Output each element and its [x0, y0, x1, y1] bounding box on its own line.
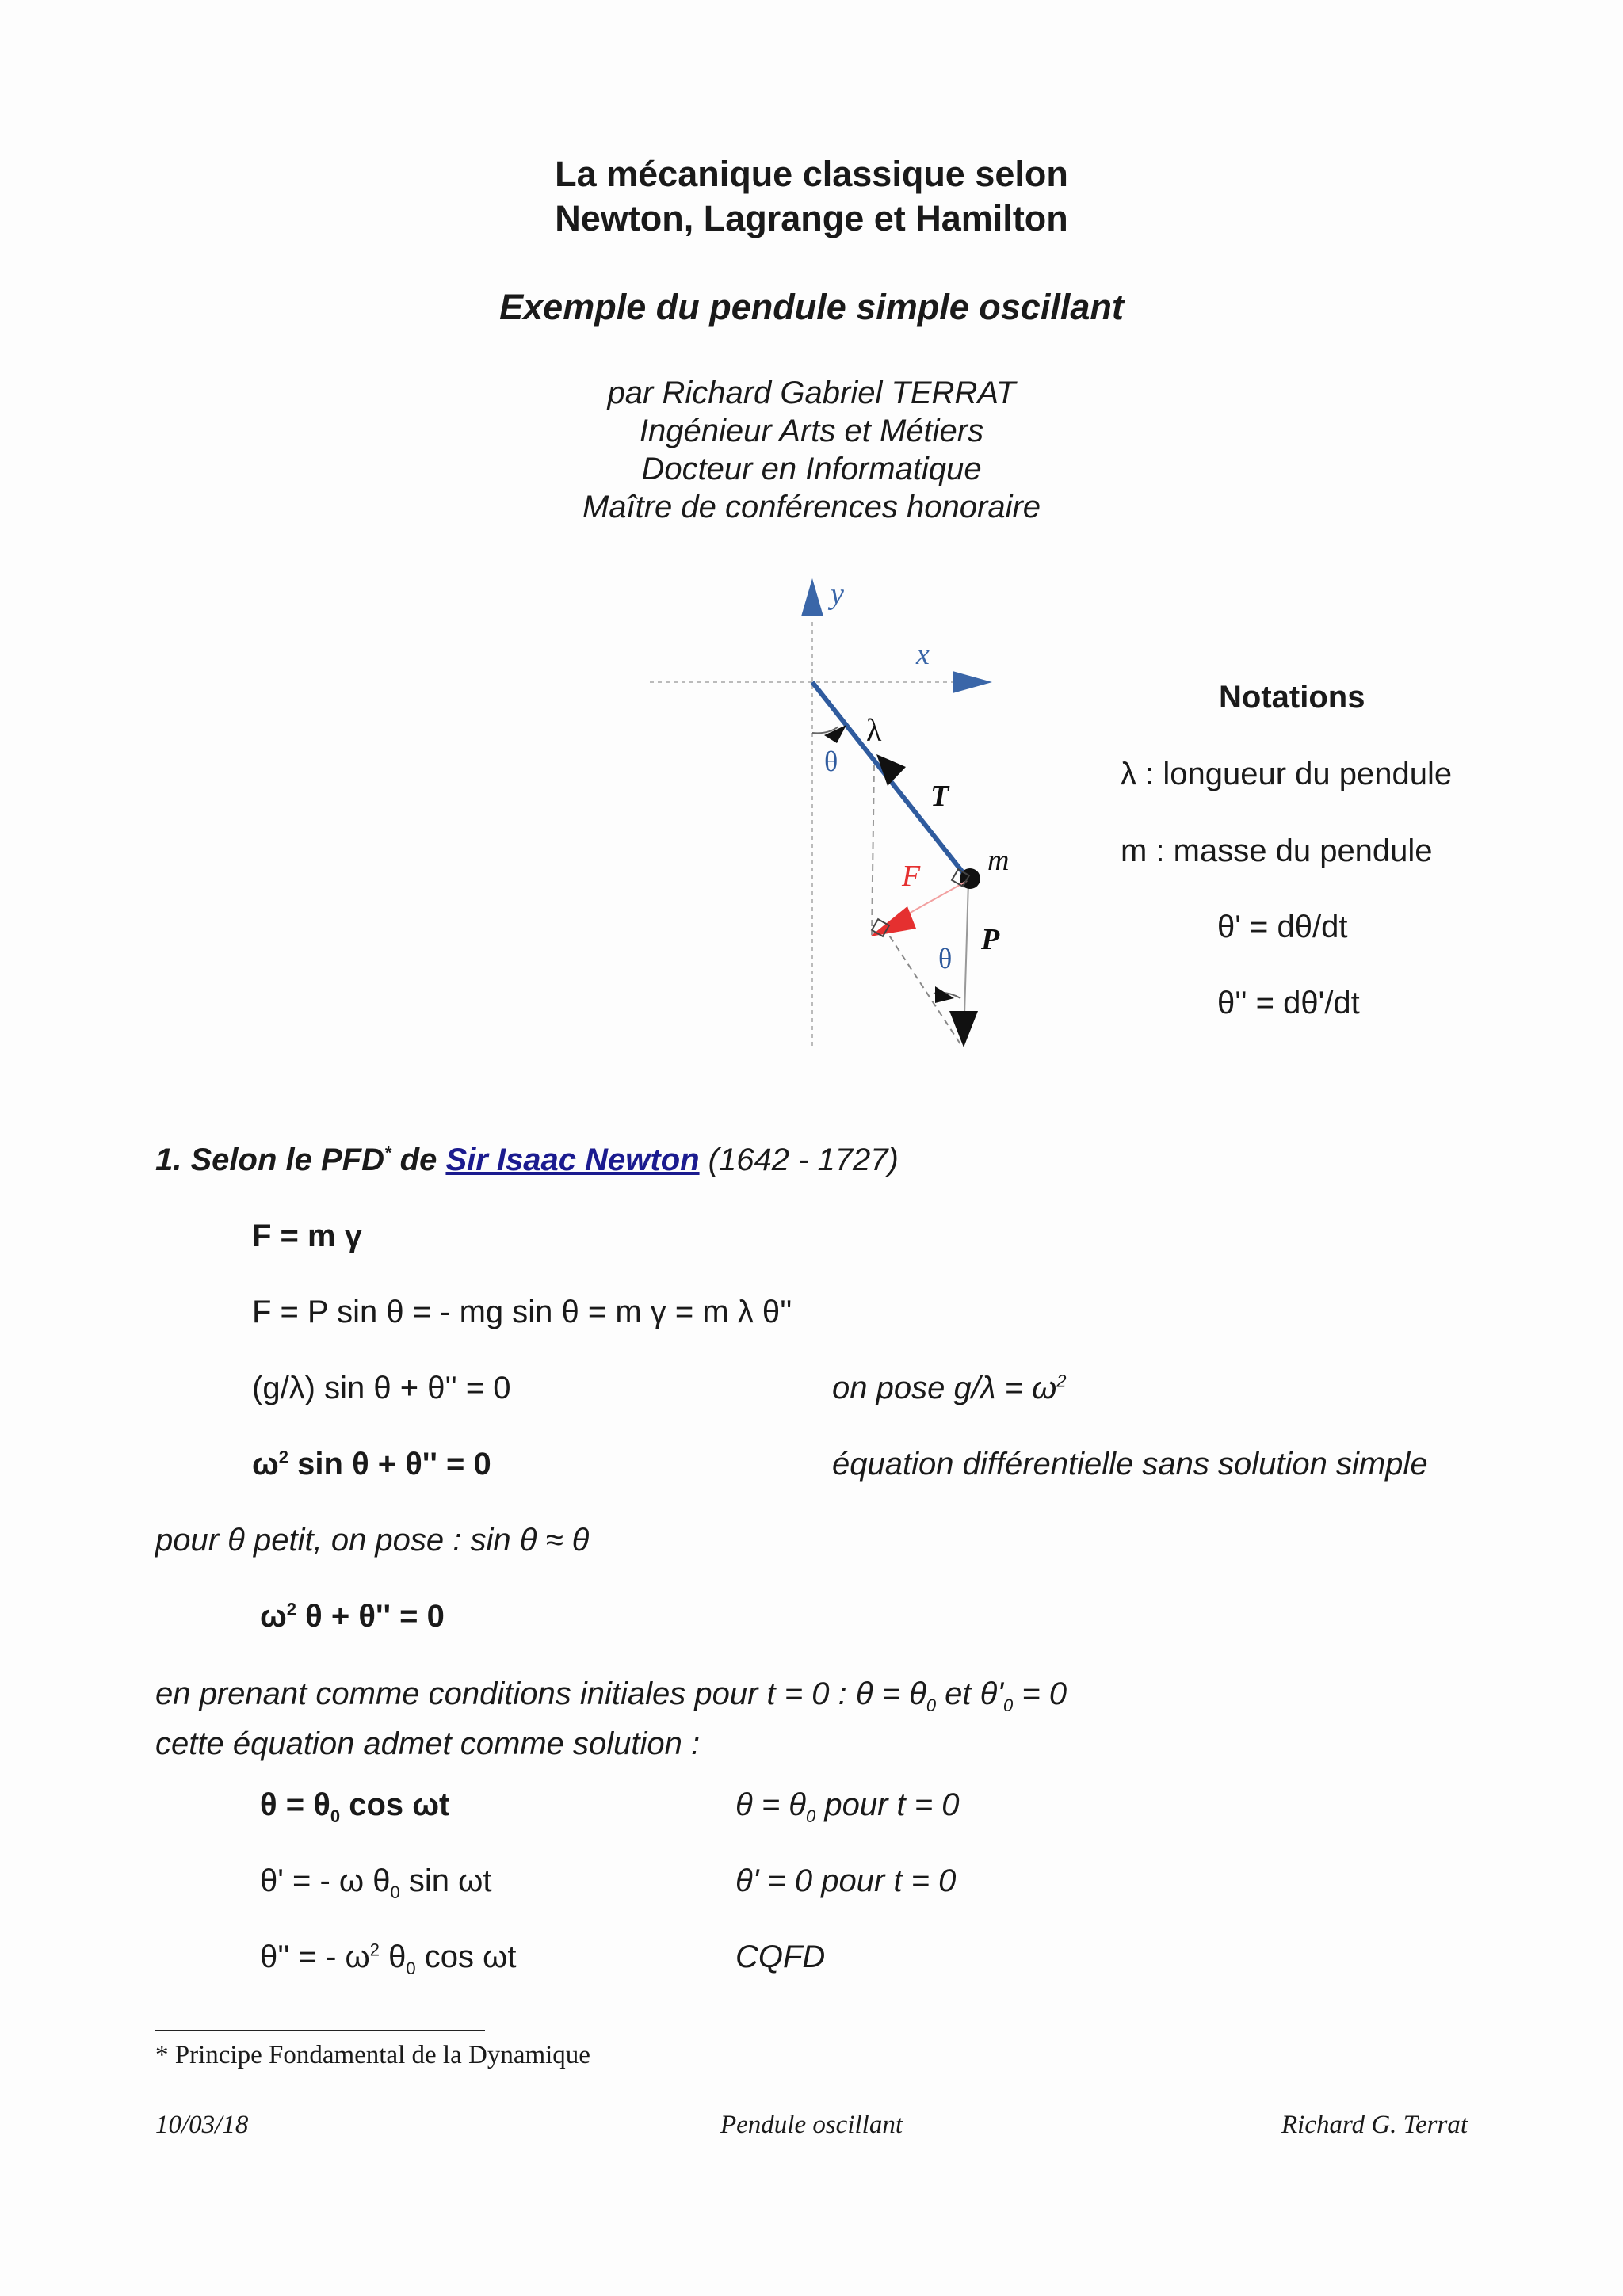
- equation-linearized: [260, 1599, 445, 1634]
- notation-theta-double-prime: θ'' = dθ'/dt: [1217, 986, 1360, 1020]
- initial-conditions-line-2: cette équation admet comme solution :: [155, 1726, 701, 1761]
- weight-arrowhead: [949, 1011, 978, 1047]
- label-P: P: [981, 923, 1000, 956]
- author-line-1: par Richard Gabriel TERRAT: [607, 376, 1016, 410]
- author-line-2: Ingénieur Arts et Métiers: [639, 414, 984, 448]
- x-axis-arrow: [953, 671, 992, 693]
- pendulum-diagram: [634, 570, 1014, 1062]
- sol3-a: θ'' = - ω: [260, 1939, 370, 1974]
- footer-title: Pendule oscillant: [720, 2111, 903, 2139]
- sol3-mid: θ: [380, 1939, 407, 1974]
- eq5-sup: 2: [286, 1599, 297, 1619]
- footnote-separator: [155, 2030, 485, 2031]
- equation-differential: [252, 1447, 491, 1482]
- solution-theta-prime-check: θ' = 0 pour t = 0: [735, 1863, 957, 1898]
- label-theta-bottom: θ: [938, 943, 953, 974]
- initial-conditions-line-1: [155, 1675, 1067, 1725]
- cond-a: en prenant comme conditions initiales pour t = 0 : θ = θ: [155, 1676, 926, 1711]
- label-y: y: [831, 578, 844, 611]
- y-axis-arrow: [801, 578, 823, 616]
- initial-conditions: [155, 1675, 1067, 1763]
- section-1-heading: [155, 1142, 899, 1178]
- sol3-sup: 2: [369, 1939, 380, 1960]
- sol1-note-a: θ = θ: [735, 1787, 806, 1822]
- author-line-4: Maître de conférences honoraire: [582, 490, 1041, 524]
- label-x: x: [916, 638, 930, 671]
- note-omega-sup: 2: [1056, 1371, 1067, 1391]
- notation-theta-prime: θ' = dθ/dt: [1217, 910, 1348, 944]
- small-angle-approximation: pour θ petit, on pose : sin θ ≈ θ: [155, 1523, 590, 1558]
- sol1-b: cos ωt: [340, 1787, 450, 1822]
- label-F: F: [902, 860, 921, 893]
- eq5-rest: θ + θ'' = 0: [296, 1599, 445, 1634]
- solution-theta-prime: [260, 1863, 491, 1903]
- theta-arc-top-arrow: [824, 725, 846, 743]
- sol2-b: sin ωt: [399, 1863, 492, 1898]
- notation-mass: m : masse du pendule: [1121, 833, 1433, 868]
- note-omega-definition: [832, 1371, 1067, 1406]
- newton-link[interactable]: Sir Isaac Newton: [445, 1142, 700, 1177]
- cqfd-note: CQFD: [735, 1939, 826, 1974]
- solution-theta: [260, 1787, 449, 1827]
- section-1-prefix: 1. Selon le PFD: [155, 1142, 384, 1177]
- label-T: T: [930, 780, 949, 813]
- footnote: * Principe Fondamental de la Dynamique: [155, 2041, 590, 2069]
- eq4-rest: sin θ + θ'' = 0: [288, 1447, 491, 1482]
- sol2-a: θ' = - ω θ: [260, 1863, 391, 1898]
- sol2-sub: 0: [390, 1882, 400, 1902]
- note-no-simple-solution: équation différentielle sans solution simple: [832, 1447, 1428, 1482]
- cond-sub2: 0: [1002, 1695, 1014, 1715]
- eq5-omega: ω: [260, 1599, 287, 1634]
- page-title: [0, 152, 1623, 241]
- cond-sub1: 0: [926, 1695, 937, 1715]
- section-1-de: de: [391, 1142, 446, 1177]
- title-line-2: Newton, Lagrange et Hamilton: [555, 198, 1068, 238]
- equation-newton-law: F = m γ: [252, 1219, 362, 1253]
- sol1-note-sub: 0: [805, 1806, 816, 1826]
- label-lambda: λ: [866, 712, 882, 748]
- footer-date: 10/03/18: [155, 2111, 249, 2139]
- equation-force: F = P sin θ = - mg sin θ = m γ = m λ θ'': [252, 1295, 792, 1329]
- sol1-a: θ = θ: [260, 1787, 330, 1822]
- sol3-b: cos ωt: [415, 1939, 517, 1974]
- note-omega-text: on pose g/λ = ω: [832, 1371, 1057, 1405]
- notations-heading: Notations: [1219, 680, 1365, 715]
- author-line-3: Docteur en Informatique: [641, 452, 982, 486]
- eq4-omega: ω: [252, 1447, 279, 1482]
- equation-normalized: (g/λ) sin θ + θ'' = 0: [252, 1371, 511, 1405]
- cond-b: et θ': [936, 1676, 1003, 1711]
- footnote-mark: *: [384, 1142, 391, 1163]
- footer-author: Richard G. Terrat: [1281, 2111, 1468, 2139]
- notation-lambda: λ : longueur du pendule: [1121, 757, 1453, 791]
- title-line-1: La mécanique classique selon: [555, 154, 1068, 194]
- eq4-sup: 2: [278, 1447, 289, 1467]
- author-block: [0, 374, 1623, 526]
- sol3-sub: 0: [406, 1958, 416, 1978]
- solution-theta-double-prime: [260, 1939, 516, 1979]
- section-1-dates: (1642 - 1727): [699, 1142, 899, 1177]
- label-m: m: [987, 844, 1010, 877]
- construction-line-1: [872, 765, 874, 935]
- label-theta-top: θ: [824, 746, 838, 777]
- cond-c: = 0: [1013, 1676, 1067, 1711]
- page-subtitle: Exemple du pendule simple oscillant: [499, 287, 1124, 327]
- solution-theta-check: [735, 1787, 959, 1827]
- sol1-sub: 0: [330, 1806, 341, 1826]
- sol1-note-b: pour t = 0: [815, 1787, 960, 1822]
